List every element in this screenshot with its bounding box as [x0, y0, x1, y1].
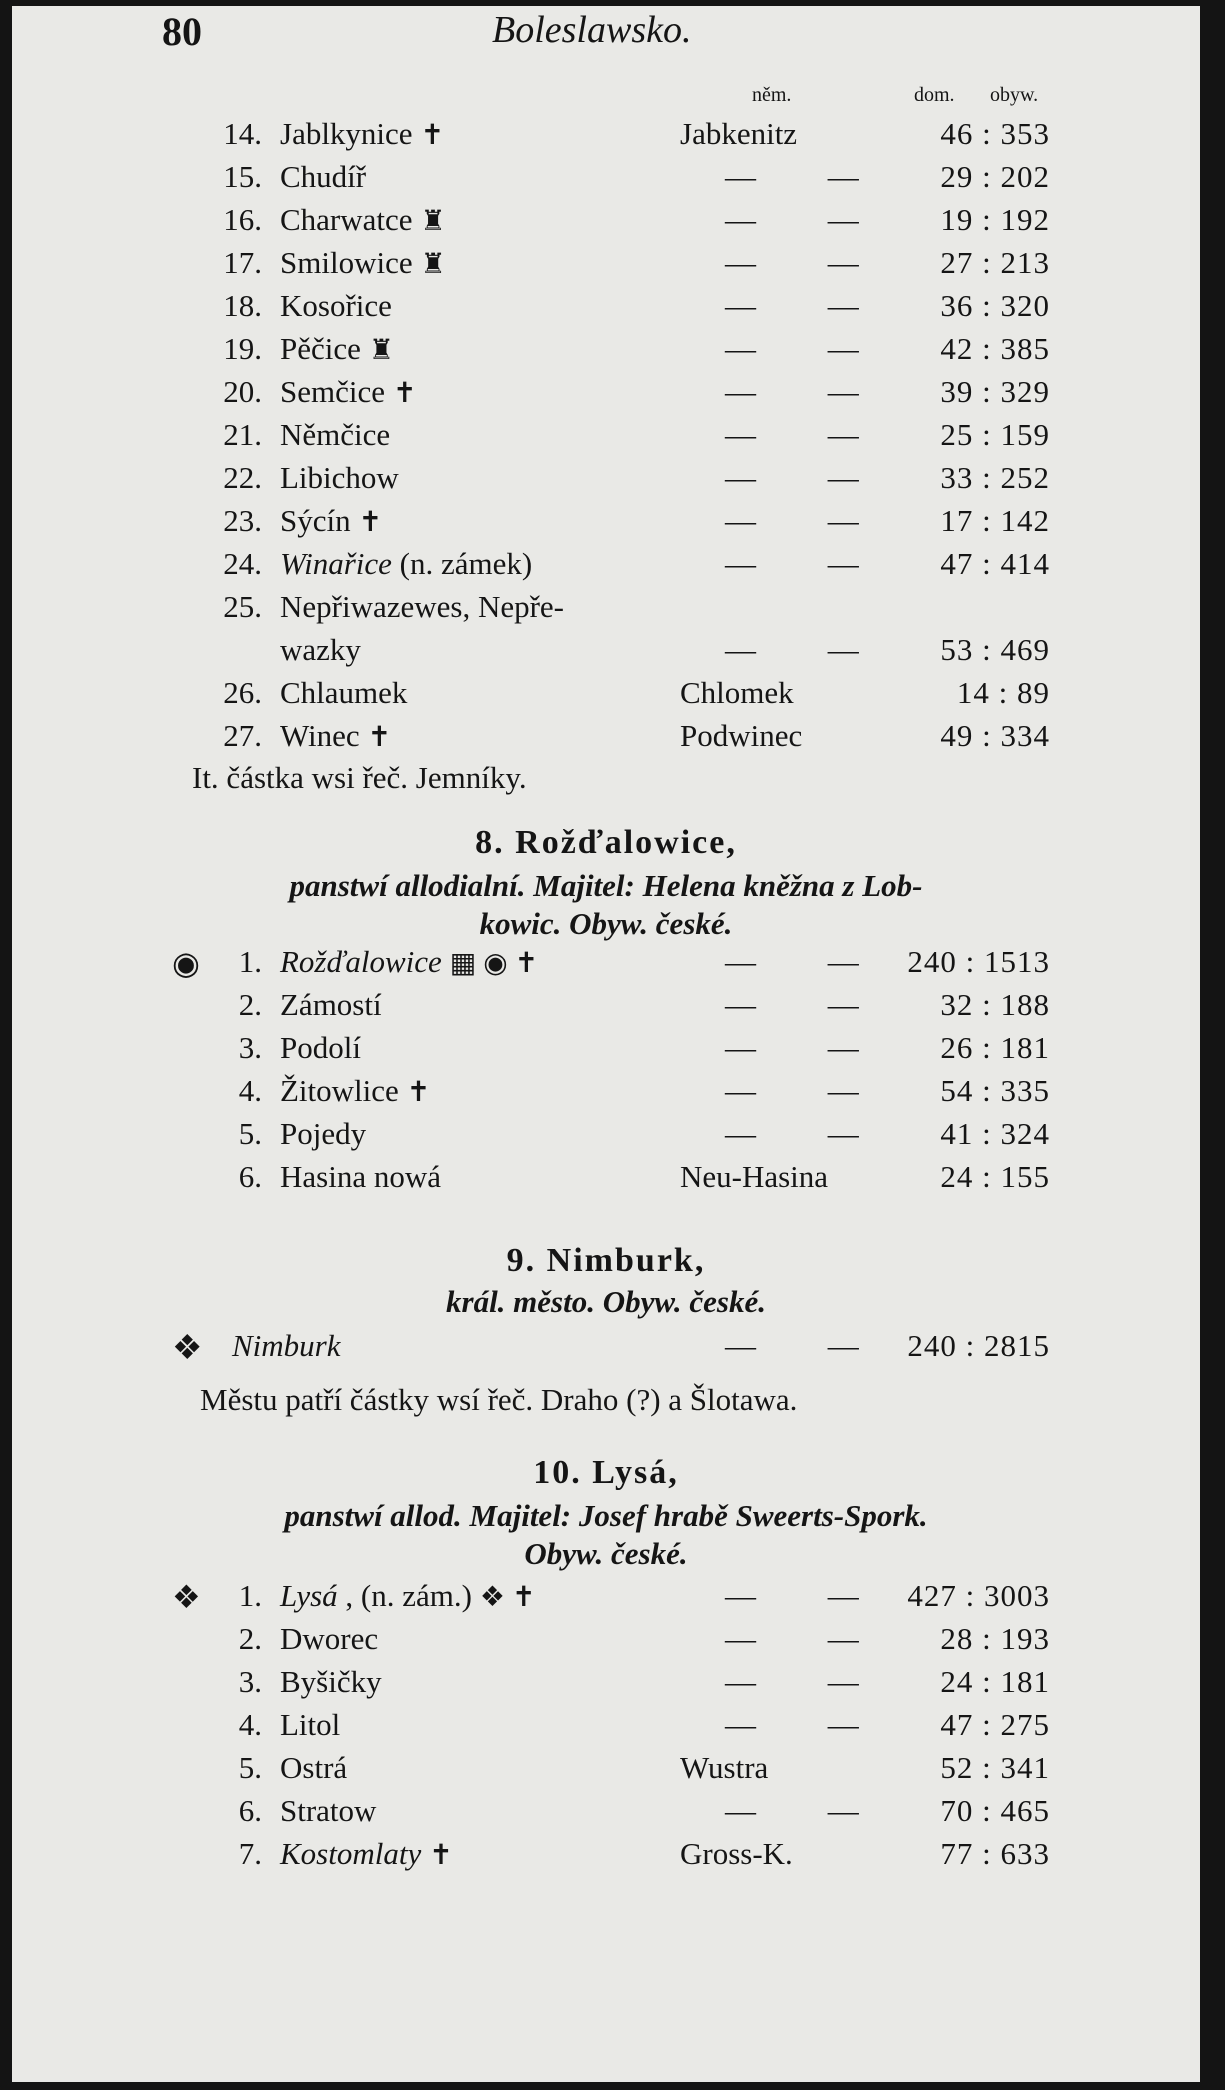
table-row — [12, 944, 1200, 986]
section-9-note: Městu patří částky wsí řeč. Draho (?) a Šlotawa. — [200, 1382, 798, 1417]
row-number: 24. — [223, 546, 262, 581]
houses-population: 53 : 469 — [940, 632, 1050, 667]
emblem-icon: ❖ — [172, 1579, 201, 1615]
place-suffix: (n. zámek) — [391, 546, 533, 581]
place-name — [280, 159, 366, 195]
row-number: 1. — [238, 1578, 262, 1613]
german-name: — — — [725, 1578, 891, 1613]
german-name: — — — [725, 1073, 891, 1108]
section-7-note: It. částka wsi řeč. Jemníky. — [192, 760, 527, 795]
place-name-text: Chudíř — [280, 159, 367, 194]
german-name: — — — [725, 1328, 891, 1363]
german-name: — — — [725, 1621, 891, 1656]
table-row — [12, 374, 1200, 416]
table-row — [12, 1030, 1200, 1072]
place-suffix: , (n. zám.) — [337, 1578, 472, 1613]
houses-population: 240 : 1513 — [907, 944, 1050, 979]
row-number: 17. — [223, 245, 262, 280]
german-name: Gross-K. — [680, 1836, 793, 1871]
german-name: — — — [725, 460, 891, 495]
table-row — [12, 718, 1200, 760]
place-name-text: Charwatce — [280, 202, 413, 237]
german-name: — — — [725, 632, 891, 667]
row-number: 6. — [238, 1793, 262, 1828]
page-title: Boleslawsko. — [492, 9, 692, 51]
german-name: — — — [725, 1793, 891, 1828]
table-row — [12, 159, 1200, 201]
place-symbol-icon: ✝ — [393, 378, 417, 409]
section-8-subtitle-2: kowic. Obyw. české. — [479, 906, 733, 941]
place-name-text: Sýcín — [280, 503, 351, 538]
place-name — [280, 1793, 376, 1829]
german-name: Jabkenitz — [680, 116, 798, 151]
houses-population: 14 : 89 — [956, 675, 1050, 710]
row-number: 5. — [238, 1750, 262, 1785]
houses-population: 70 : 465 — [940, 1793, 1050, 1828]
place-name-text: Dworec — [280, 1621, 379, 1656]
place-name-text: Kosořice — [280, 288, 392, 323]
place-name — [280, 417, 390, 453]
row-number: 2. — [238, 987, 262, 1022]
place-symbol-icon: ✝ — [429, 1840, 453, 1871]
place-name — [280, 1030, 361, 1066]
row-number: 21. — [223, 417, 262, 452]
row-number: 1. — [238, 944, 262, 979]
place-name — [280, 374, 416, 410]
emblem-icon: ◉ — [172, 945, 200, 981]
houses-population: 27 : 213 — [940, 245, 1050, 280]
place-name: Nimburk — [232, 1328, 341, 1363]
place-name-text: Ostrá — [280, 1750, 348, 1785]
houses-population: 33 : 252 — [940, 460, 1050, 495]
german-name: — — — [725, 245, 891, 280]
place-symbol-icon: ✝ — [358, 507, 383, 538]
table-row — [12, 1159, 1200, 1201]
table-row — [12, 1836, 1200, 1878]
german-name: Wustra — [680, 1750, 769, 1785]
row-number: 4. — [238, 1707, 262, 1742]
table-row — [12, 1793, 1200, 1835]
table-row — [12, 331, 1200, 373]
place-name — [280, 987, 382, 1023]
place-name-text: Smilowice — [280, 245, 413, 280]
german-name: — — — [725, 1116, 891, 1151]
houses-population: 240 : 2815 — [907, 1328, 1050, 1363]
houses-population: 28 : 193 — [940, 1621, 1050, 1656]
place-symbol-icon: ♜ — [420, 249, 446, 280]
place-name-text: Pěčice — [280, 331, 361, 366]
place-name — [280, 589, 564, 625]
emblem-icon: ❖ — [172, 1330, 203, 1367]
table-row — [12, 589, 1200, 631]
place-name — [280, 546, 532, 582]
table-row — [12, 1750, 1200, 1792]
houses-population: 52 : 341 — [940, 1750, 1050, 1785]
german-name: — — — [725, 374, 891, 409]
place-name — [280, 1578, 535, 1614]
section-8-title: 8. Rožďalowice, — [475, 824, 737, 861]
place-name — [280, 331, 394, 367]
place-name-text: Stratow — [280, 1793, 377, 1828]
german-name: — — — [725, 288, 891, 323]
place-name-text: Žitowlice — [280, 1073, 399, 1108]
table-row — [12, 116, 1200, 158]
table-row — [12, 245, 1200, 287]
place-name — [280, 1750, 347, 1786]
german-name: — — — [725, 1030, 891, 1065]
place-name — [280, 1073, 430, 1109]
row-number: 20. — [223, 374, 262, 409]
row-number: 14. — [223, 116, 262, 151]
row-number: 16. — [223, 202, 262, 237]
table-row — [12, 1664, 1200, 1706]
row-number: 5. — [238, 1116, 262, 1151]
row-number: 6. — [238, 1159, 262, 1194]
row-number: 3. — [238, 1664, 262, 1699]
place-symbol-icon: ▦ ◉ ✝ — [449, 948, 539, 979]
german-name: — — — [725, 159, 891, 194]
table-row — [12, 1073, 1200, 1115]
place-name-text: Podolí — [280, 1030, 361, 1065]
houses-population: 49 : 334 — [940, 718, 1050, 753]
houses-population: 46 : 353 — [940, 116, 1050, 151]
row-number: 25. — [223, 589, 262, 624]
houses-population: 32 : 188 — [940, 987, 1050, 1022]
place-name — [280, 1707, 340, 1743]
place-name — [280, 460, 399, 496]
column-header-german: něm. — [752, 84, 792, 106]
place-name-text: Jablkynice — [280, 116, 413, 151]
table-row — [12, 1621, 1200, 1663]
german-name: — — — [725, 417, 891, 452]
german-name: — — — [725, 987, 891, 1022]
place-symbol-icon: ♜ — [368, 335, 394, 366]
houses-population: 19 : 192 — [940, 202, 1050, 237]
houses-population: 41 : 324 — [940, 1116, 1050, 1151]
table-row — [12, 1707, 1200, 1749]
table-row — [12, 417, 1200, 459]
row-number: 26. — [223, 675, 262, 710]
table-row — [12, 288, 1200, 330]
place-name — [280, 1836, 453, 1872]
table-row — [12, 503, 1200, 545]
section-10-subtitle-1: panstwí allod. Majitel: Josef hrabě Sweerts-Spork. — [284, 1498, 928, 1533]
place-name — [280, 675, 407, 711]
place-name — [280, 202, 446, 238]
houses-population: 26 : 181 — [940, 1030, 1050, 1065]
houses-population: 24 : 181 — [940, 1664, 1050, 1699]
place-name-text: Zámostí — [280, 987, 382, 1022]
german-name: — — — [725, 944, 891, 979]
section-9-subtitle: král. město. Obyw. české. — [446, 1284, 766, 1319]
place-name — [280, 718, 391, 754]
german-name: — — — [725, 202, 891, 237]
houses-population: 39 : 329 — [940, 374, 1050, 409]
german-name: — — — [725, 1664, 891, 1699]
german-name: Neu-Hasina — [680, 1159, 829, 1194]
row-number: 2. — [238, 1621, 262, 1656]
german-name: — — — [725, 546, 891, 581]
row-number: 27. — [223, 718, 262, 753]
place-name-text: Winec — [280, 718, 360, 753]
houses-population: 17 : 142 — [940, 503, 1050, 538]
page-number: 80 — [162, 9, 202, 54]
place-name — [280, 503, 382, 539]
place-name — [280, 245, 446, 281]
houses-population: 36 : 320 — [940, 288, 1050, 323]
row-number: 19. — [223, 331, 262, 366]
place-name — [280, 288, 392, 324]
row-number: 3. — [238, 1030, 262, 1065]
houses-population: 29 : 202 — [940, 159, 1050, 194]
houses-population: 427 : 3003 — [907, 1578, 1050, 1613]
place-name-text: Winařice — [280, 546, 392, 581]
place-name — [280, 1159, 441, 1195]
place-name — [280, 1664, 382, 1700]
table-row — [12, 1578, 1200, 1620]
table-row — [12, 202, 1200, 244]
section-9-row — [12, 1328, 1200, 1370]
place-symbol-icon: ✝ — [420, 120, 445, 151]
section-8-subtitle-1: panstwí allodialní. Majitel: Helena kněžna z Lob- — [289, 868, 923, 903]
place-name-text: Libichow — [280, 460, 399, 495]
row-number: 18. — [223, 288, 262, 323]
houses-population: 47 : 414 — [940, 546, 1050, 581]
houses-population: 42 : 385 — [940, 331, 1050, 366]
place-name-text: Pojedy — [280, 1116, 367, 1151]
table-row — [12, 987, 1200, 1029]
place-name-text: Kostomlaty — [280, 1836, 422, 1871]
row-number: 7. — [238, 1836, 262, 1871]
column-header-houses: dom. — [914, 84, 955, 106]
section-9-title: 9. Nimburk, — [506, 1242, 706, 1279]
page — [12, 6, 1200, 2082]
place-name — [280, 116, 444, 152]
row-number: 23. — [223, 503, 262, 538]
place-name-text: Chlaumek — [280, 675, 408, 710]
table-row — [12, 632, 1200, 674]
german-name: — — — [725, 503, 891, 538]
section-10-title: 10. Lysá, — [533, 1454, 679, 1491]
houses-population: 54 : 335 — [940, 1073, 1050, 1108]
place-name-text: Semčice — [280, 374, 386, 409]
houses-population: 77 : 633 — [940, 1836, 1050, 1871]
table-row — [12, 546, 1200, 588]
german-name: — — — [725, 331, 891, 366]
place-name-text: Rožďalowice — [280, 944, 442, 979]
place-name — [280, 944, 538, 980]
place-symbol-icon: ♜ — [420, 206, 446, 237]
place-name — [280, 632, 361, 668]
place-symbol-icon: ✝ — [406, 1077, 431, 1108]
houses-population: 24 : 155 — [940, 1159, 1050, 1194]
place-symbol-icon: ✝ — [367, 722, 392, 753]
place-symbol-icon: ❖ ✝ — [479, 1582, 536, 1613]
row-number: 15. — [223, 159, 262, 194]
row-number: 22. — [223, 460, 262, 495]
place-name-text: Nepřiwazewes, Nepře- — [280, 589, 565, 624]
place-name — [280, 1116, 366, 1152]
german-name: Podwinec — [680, 718, 803, 753]
houses-population: 25 : 159 — [940, 417, 1050, 452]
table-row — [12, 1116, 1200, 1158]
place-name-text: wazky — [280, 632, 361, 667]
place-name-text: Byšičky — [280, 1664, 382, 1699]
place-name — [280, 1621, 378, 1657]
german-name: Chlomek — [680, 675, 794, 710]
place-name-text: Hasina nowá — [280, 1159, 441, 1194]
row-number: 4. — [238, 1073, 262, 1108]
table-row — [12, 460, 1200, 502]
table-row — [12, 675, 1200, 717]
section-10-subtitle-2: Obyw. české. — [524, 1536, 688, 1571]
houses-population: 47 : 275 — [940, 1707, 1050, 1742]
column-header-population: obyw. — [990, 84, 1039, 106]
german-name: — — — [725, 1707, 891, 1742]
place-name-text: Němčice — [280, 417, 391, 452]
place-name-text: Litol — [280, 1707, 341, 1742]
place-name-text: Lysá — [280, 1578, 338, 1613]
